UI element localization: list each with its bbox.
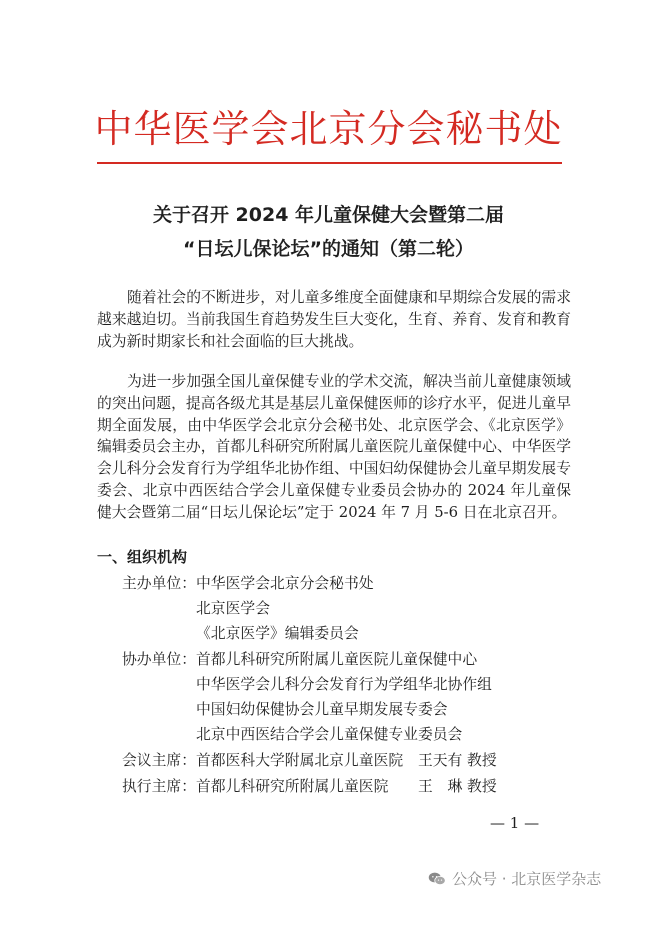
host-item: 北京医学会	[196, 600, 270, 617]
chair-value: 首都医科大学附属北京儿童医院 王天有 教授	[196, 752, 497, 769]
letterhead-red-rule	[97, 162, 562, 164]
body-paragraph-1: 随着社会的不断进步，对儿童多维度全面健康和早期综合发展的需求越来越迫切。当前我国生育趋势发生巨大变化，生育、养育、发育和教育成为新时期家长和社会面临的巨大挑战。	[97, 289, 571, 350]
co-host-item: 中华医学会儿科分会发育行为学组华北协作组	[196, 676, 492, 693]
exec-chair-label: 执行主席：	[122, 778, 196, 795]
host-item: 中华医学会北京分会秘书处	[196, 575, 374, 592]
host-item: 《北京医学》编辑委员会	[196, 625, 359, 642]
page-number: — 1 —	[490, 814, 540, 832]
exec-chair-value: 首都儿科研究所附属儿童医院 王 琳 教授	[196, 778, 497, 795]
co-host-item: 中国妇幼保健协会儿童早期发展专委会	[196, 701, 448, 718]
section-heading-organization: 一、组织机构	[97, 548, 188, 566]
body-paragraph-2: 为进一步加强全国儿童保健专业的学术交流，解决当前儿童健康领域的突出问题，提高各级尤其是基层儿童保健医师的诊疗水平，促进儿童早期全面发展，由中华医学会北京分会秘书处、北京医学会、《北京医学》编辑委员会主办，首都儿科研究所附属儿童医院儿童保健中心、中华医学会儿科分会发育行为学组华北协作组、中国妇幼保健协会儿童早期发展专委会、北京中西医结合学会儿童保健专业委员会协办的 2024 年儿童保健大会暨第二届“日坛儿保论坛”定于 2024 年 7 月 5-6 日在北京召开。	[97, 373, 571, 521]
watermark	[428, 868, 601, 889]
notice-title-line-2: “日坛儿保论坛”的通知（第二轮）	[183, 238, 474, 260]
wechat-icon	[428, 871, 446, 887]
co-host-label: 协办单位：	[122, 651, 196, 668]
co-host-item: 首都儿科研究所附属儿童医院儿童保健中心	[196, 651, 478, 668]
co-host-item: 北京中西医结合学会儿童保健专业委员会	[196, 726, 463, 743]
letterhead-title: 中华医学会北京分会秘书处	[94, 107, 563, 151]
chair-label: 会议主席：	[122, 752, 196, 769]
watermark-text: 公众号 · 北京医学杂志	[452, 870, 602, 888]
host-label: 主办单位：	[122, 575, 196, 592]
notice-title-line-1: 关于召开 2024 年儿童保健大会暨第二届	[152, 204, 505, 226]
